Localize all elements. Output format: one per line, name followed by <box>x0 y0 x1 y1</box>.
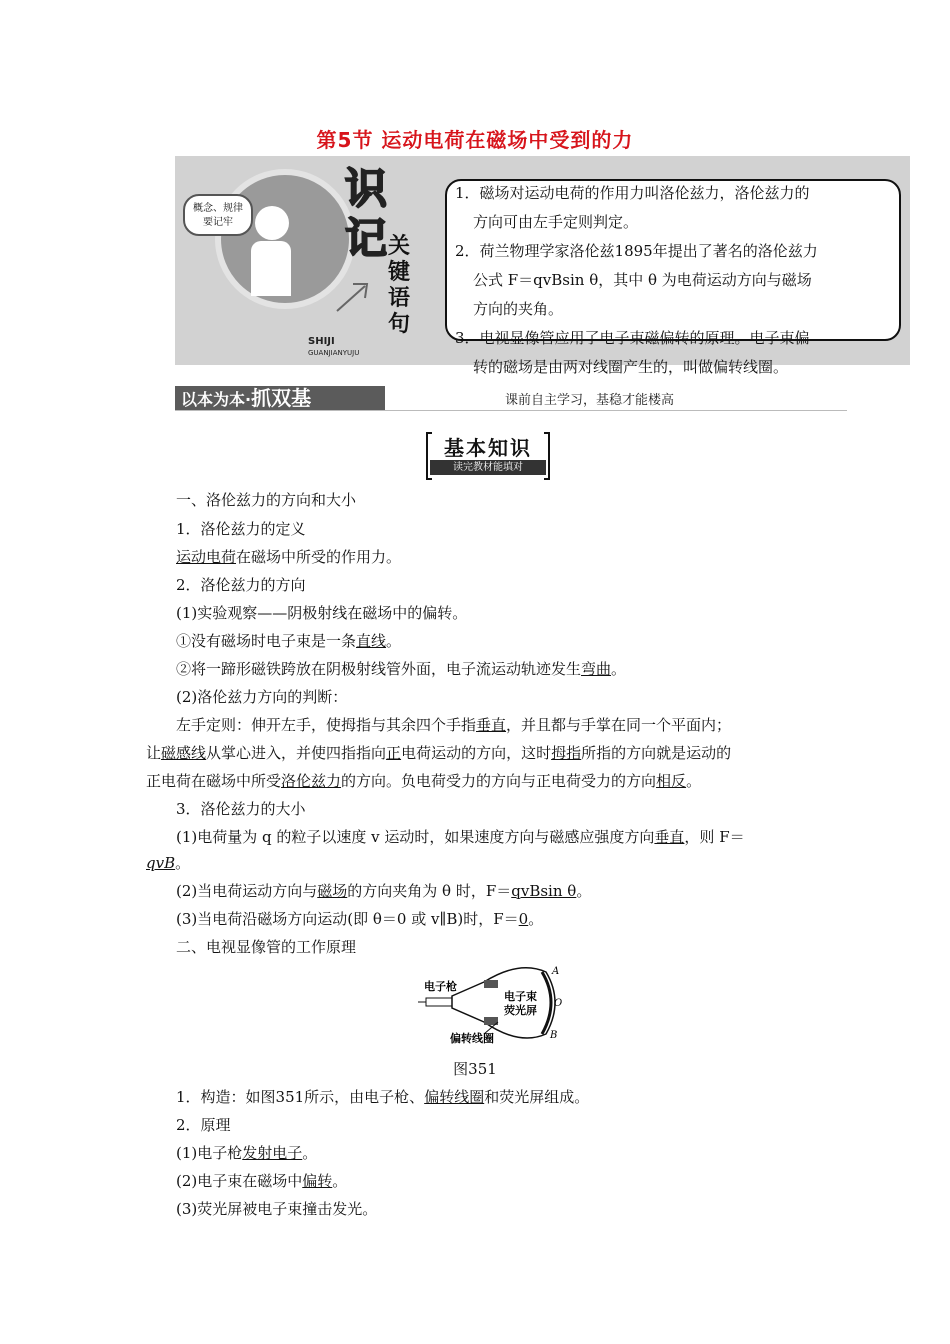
note-line: 公式 F＝qvBsin θ，其中 θ 为电荷运动方向与磁场 <box>473 271 812 289</box>
small-char: 句 <box>388 312 411 337</box>
subheading: 3．洛伦兹力的大小 <box>176 800 306 818</box>
section-bar <box>175 386 847 411</box>
screen-arc <box>542 972 551 1034</box>
label-gun: 电子枪 <box>424 980 457 993</box>
small-char: 键 <box>388 260 411 285</box>
small-char: 语 <box>388 286 411 311</box>
paragraph: 运动电荷在磁场中所受的作用力。 <box>176 548 402 566</box>
paragraph: (2)当电荷运动方向与磁场的方向夹角为 θ 时，F＝qvBsin θ。 <box>176 882 592 900</box>
key-sentences-banner <box>175 156 910 376</box>
paragraph: 左手定则：伸开左手，使拇指与其余四个手指垂直，并且都与手掌在同一个平面内； <box>176 716 732 734</box>
notes-list <box>455 179 875 382</box>
paragraph: 1．构造：如图351所示，由电子枪、偏转线圈和荧光屏组成。 <box>176 1088 590 1106</box>
person-head-icon <box>255 206 289 240</box>
note-line: 3．电视显像管应用了电子束磁偏转的原理。电子束偏 <box>455 329 810 347</box>
note-line: 2．荷兰物理学家洛伦兹1895年提出了著名的洛伦兹力 <box>455 242 818 260</box>
label-A: A <box>552 966 560 977</box>
paragraph: ②将一蹄形磁铁跨放在阴极射线管外面，电子流运动轨迹发生弯曲。 <box>176 660 627 678</box>
label-beam: 电子束 <box>504 990 537 1003</box>
gun-body <box>426 998 452 1006</box>
page-title: 第5节 运动电荷在磁场中受到的力 <box>316 128 634 152</box>
logo-text: SHIJI <box>308 336 335 347</box>
heading-2: 二、电视显像管的工作原理 <box>176 938 357 956</box>
person-body-icon <box>251 241 291 296</box>
big-char-ji: 记 <box>345 214 388 263</box>
note-line: 方向的夹角。 <box>473 300 564 318</box>
paragraph: (3)荧光屏被电子束撞击发光。 <box>176 1200 378 1218</box>
section-bar-title: 以本为本·抓双基 <box>175 386 385 410</box>
label-O: O <box>554 998 563 1009</box>
subheading: 2．洛伦兹力的方向 <box>176 576 306 594</box>
paragraph: (2)电子束在磁场中偏转。 <box>176 1172 348 1190</box>
paragraph: 让磁感线从掌心进入，并使四指指向正电荷运动的方向，这时拇指所指的方向就是运动的 <box>146 744 732 762</box>
figure-caption: 图351 <box>453 1060 497 1078</box>
paragraph: (1)电子枪发射电子。 <box>176 1144 318 1162</box>
paragraph: (1)电荷量为 q 的粒子以速度 v 运动时，如果速度方向与磁感应强度方向垂直，则 F＝ <box>176 828 745 846</box>
speech-bubble: 概念、规律 要记牢 <box>183 194 253 236</box>
paragraph: 正电荷在磁场中所受洛伦兹力的方向。负电荷受力的方向与正电荷受力的方向相反。 <box>146 772 702 790</box>
paragraph: (2)洛伦兹力方向的判断： <box>176 688 348 706</box>
subheading: 2．原理 <box>176 1116 231 1134</box>
big-char-shi: 识 <box>345 164 388 213</box>
label-coil: 偏转线圈 <box>450 1032 494 1044</box>
paragraph: qvB。 <box>146 854 191 872</box>
note-line: 1．磁场对运动电荷的作用力叫洛伦兹力，洛伦兹力的 <box>455 184 810 202</box>
heading-1: 一、洛伦兹力的方向和大小 <box>176 491 357 509</box>
logo-subtext: GUANJIANYUJU <box>308 349 360 357</box>
section-bar-subtitle: 课前自主学习，基稳才能楼高 <box>505 393 675 408</box>
paragraph: (3)当电荷沿磁场方向运动(即 θ＝0 或 v∥B)时，F＝0。 <box>176 910 544 928</box>
paragraph: ①没有磁场时电子束是一条直线。 <box>176 632 402 650</box>
note-line: 方向可由左手定则判定。 <box>473 213 639 231</box>
label-B: B <box>550 1030 558 1041</box>
paragraph: (1)实验观察——阴极射线在磁场中的偏转。 <box>176 604 468 622</box>
subheading: 1．洛伦兹力的定义 <box>176 520 306 538</box>
label-screen: 荧光屏 <box>504 1004 537 1017</box>
crt-diagram <box>414 962 574 1044</box>
note-line: 转的磁场是由两对线圈产生的，叫做偏转线圈。 <box>473 358 789 376</box>
small-char: 关 <box>388 234 411 259</box>
coil-top <box>484 980 498 988</box>
arrow-icon <box>335 266 375 316</box>
basic-knowledge-label: 基本知识 读完教材能填对 <box>426 432 550 476</box>
